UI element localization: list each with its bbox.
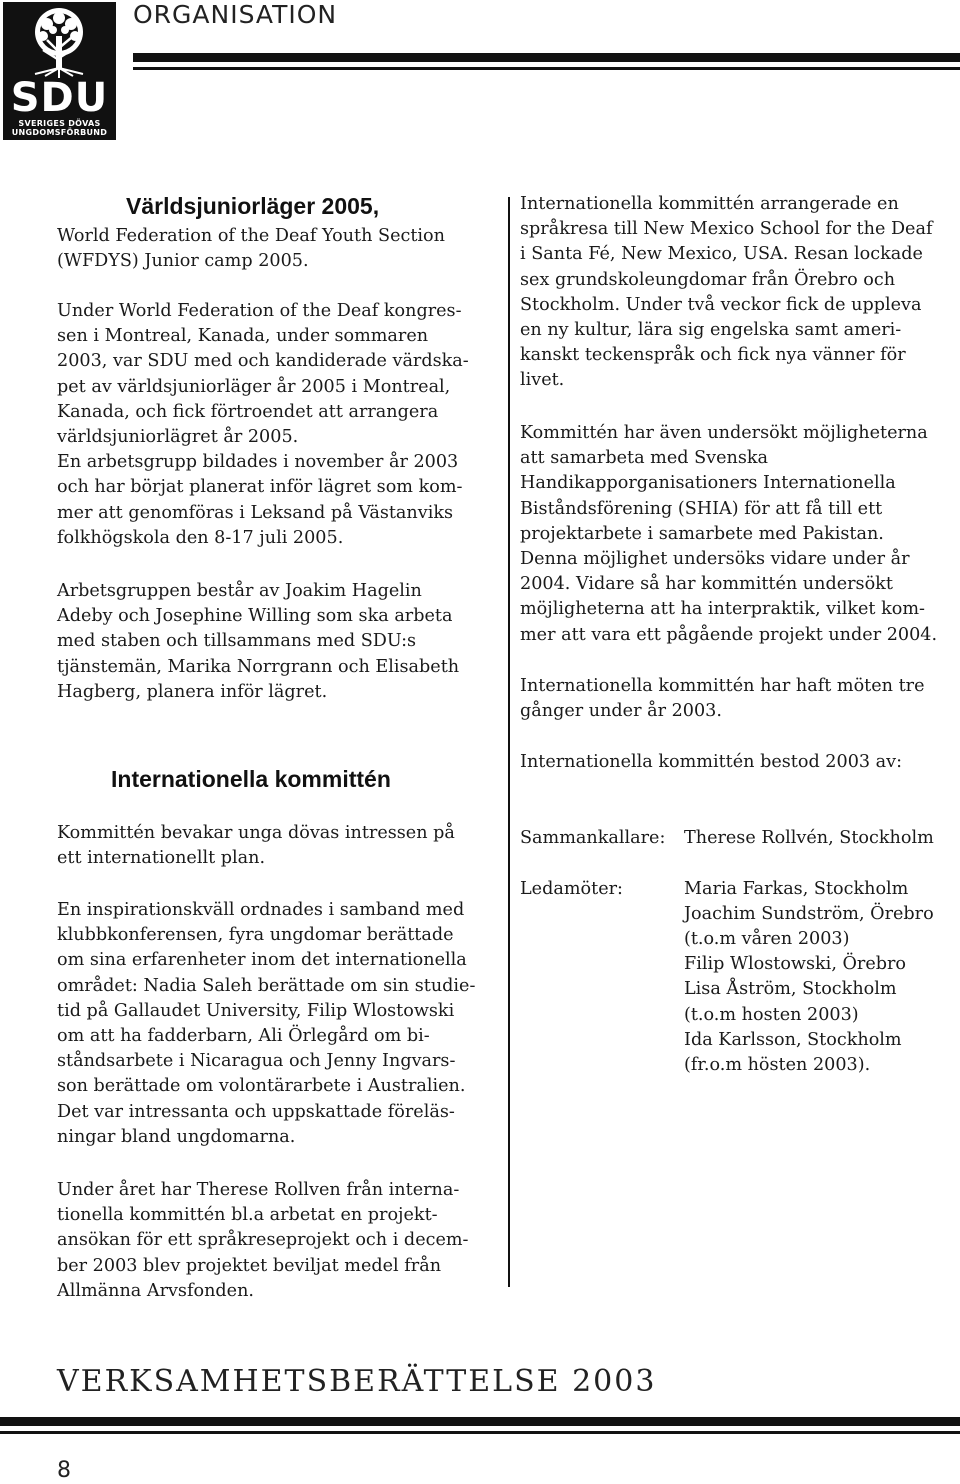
convener-row xyxy=(520,826,955,851)
camp-paragraph-2: Arbetsgruppen består av Joakim Hagelin Adeby och Josephine Willing som ska arbeta med staben och tillsammans med SDU:s tjänstemän, Marika Norrgrann och Elisabeth Hagberg, planera inför lägret. xyxy=(57,581,460,702)
members-list: Maria Farkas, Stockholm Joachim Sundström, Örebro (t.o.m våren 2003) Filip Wlostowski, Örebro Lisa Åström, Stockholm (t.o.m hosten 2003) Ida Karlsson, Stockholm (fr.o.m hösten 2003). xyxy=(684,878,934,1076)
footer-title: VERKSAMHETSBERÄTTELSE 2003 xyxy=(57,1364,657,1399)
committee-paragraph-2: En inspirationskväll ordnades i samband med klubbkonferensen, fyra ungdomar berättade om sina erfarenheter inom det internationella området: Nadia Saleh berättade om sin studie- tid på Gallaudet University, Filip Wlostowski om att ha fadderbarn, Ali Örlegård om bi- ståndsarbete i Nicaragua och Jenny Ingvars- son berättade om volontärarbete i Australien. Det var intressanta och uppskattade föreläs- ningar bland ungdomarna. xyxy=(57,900,476,1147)
committee-members xyxy=(520,801,955,1103)
meetings-paragraph: Internationella kommittén har haft möten tre gånger under år 2003. xyxy=(520,676,925,722)
logo-line-2: UNGDOMSFÖRBUND xyxy=(11,128,108,137)
committee-paragraph-1: Kommittén bevakar unga dövas intressen på ett internationellt plan. xyxy=(57,823,455,869)
header-rule-thin xyxy=(133,67,960,70)
column-divider xyxy=(508,197,510,1287)
tree-icon xyxy=(3,2,116,82)
language-trip-paragraph: Internationella kommittén arrangerade en språkresa till New Mexico School for the Deaf i Santa Fé, New Mexico, USA. Resan lockade sex grundskoleungdomar från Örebro och Stockholm. Under två veckor fick de uppleva en ny kultur, lära sig engelska samt ameri- kanskt teckenspråk och fick nya vänner för livet. xyxy=(520,194,933,391)
logo-line-1: SVERIGES DÖVAS xyxy=(18,119,101,128)
shia-paragraph: Kommittén har även undersökt möjligheterna att samarbeta med Svenska Handikapporganisationers Internationella Biståndsförening (SHIA) för att få till ett projektarbete i samarbete med Pakistan. Denna möjlighet undersöks vidare under år 2004. Vidare så har kommittén undersökt möjligheterna att ha interpraktik, vilket kom- mer att vara ett pågående projekt under 2004. xyxy=(520,423,938,645)
logo-subtitle xyxy=(3,119,116,137)
members-row xyxy=(520,877,955,1079)
members-label: Ledamöter: xyxy=(520,878,623,899)
camp-paragraph-1: Under World Federation of the Deaf kongres- sen i Montreal, Kanada, under sommaren 2003, var SDU med och kandiderade värdska- pet av världsjuniorläger år 2005 i Montreal, Kanada, och fick förtroendet att arrangera världsjuniorlägret år 2005. En arbetsgrupp bildades i november år 2003 och har börjat planerat inför lägret som kom- mer att genomföras i Leksand på Västanviks folkhögskola den 8-17 juli 2005. xyxy=(57,301,469,548)
heading-international-committee: Internationella kommittén xyxy=(111,766,391,792)
sdu-logo xyxy=(3,2,116,140)
convener-label: Sammankallare: xyxy=(520,828,666,849)
footer-rule-thin xyxy=(0,1431,960,1434)
header-rule-thick xyxy=(133,53,960,62)
committee-paragraph-3: Under året har Therese Rollven från interna- tionella kommittén bl.a arbetat en projekt- ansökan för ett språkreseprojekt och i decem- ber 2003 blev projektet beviljat medel från Allmänna Arvsfonden. xyxy=(57,1180,469,1301)
intro-paragraph: World Federation of the Deaf Youth Section (WFDYS) Junior camp 2005. xyxy=(57,226,445,272)
footer-rule-thick xyxy=(0,1417,960,1426)
page-number: 8 xyxy=(57,1458,71,1483)
logo-acronym: SDU xyxy=(10,75,109,121)
committee-members-intro: Internationella kommittén bestod 2003 av: xyxy=(520,752,903,772)
convener-name: Therese Rollvén, Stockholm xyxy=(684,828,934,849)
section-title: ORGANISATION xyxy=(133,0,338,29)
heading-world-junior-camp: Världsjuniorläger 2005, xyxy=(126,193,380,219)
